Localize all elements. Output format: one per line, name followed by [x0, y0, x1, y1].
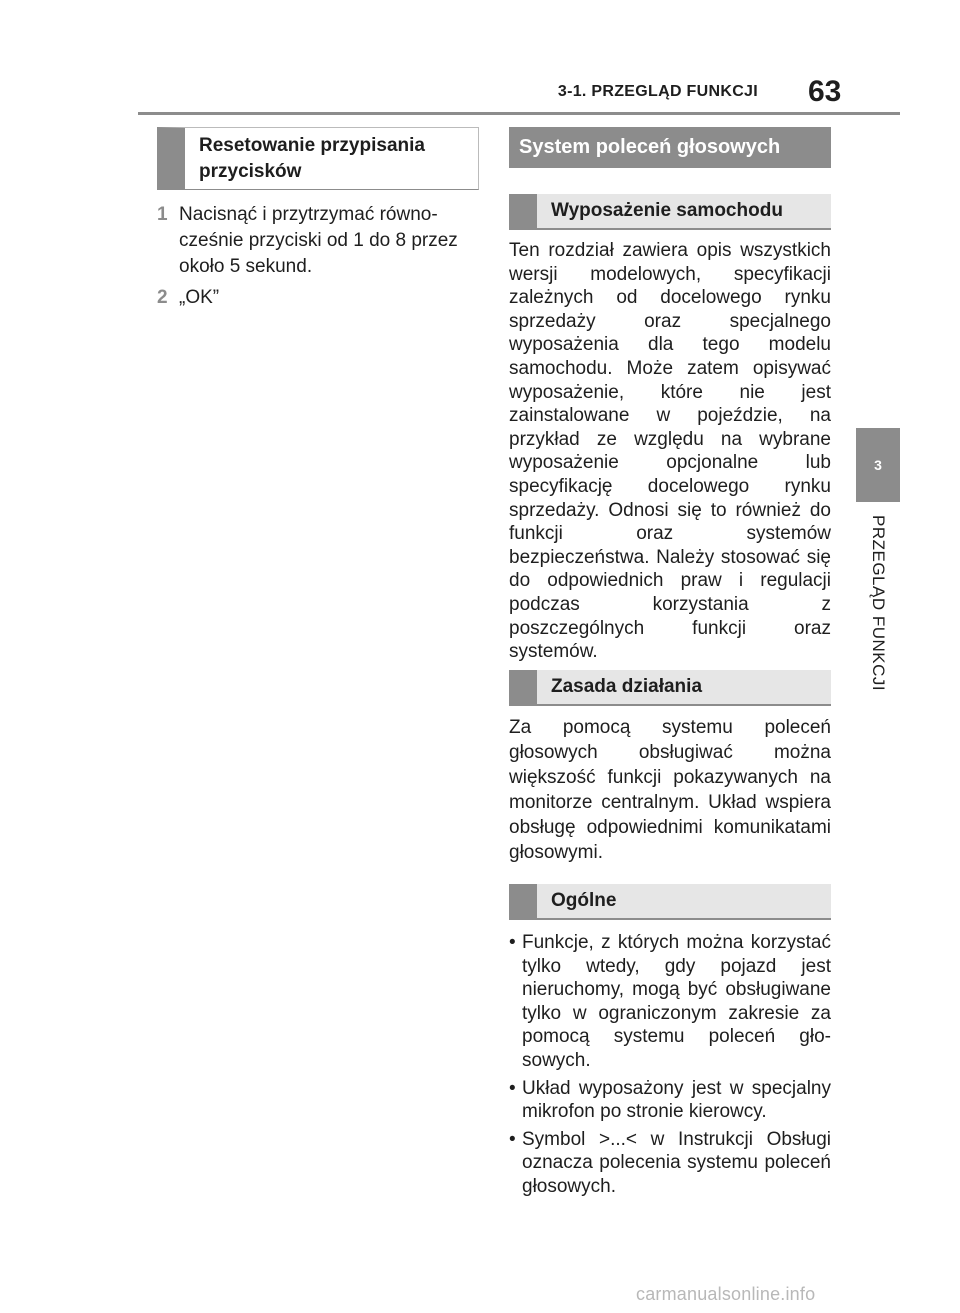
step-text: Nacisnąć i przytrzymać równocześnie przyciski od 1 do 8 przez około 5 sekund.	[179, 204, 458, 277]
watermark: carmanualsonline.info	[636, 1284, 816, 1304]
paragraph-vehicle-equipment: Ten rozdział zawiera opis wszystkich wersji modelowych, specyfikacji zależnych od docelowego rynku sprzedaży oraz specjalnego wyposażenia dla tego modelu samochodu. Może zatem opisywać wyposażenie, które nie jest zainstalowane w pojeździe, na przykład ze względu na wybrane wyposażenie opcjonalne lub specyfikację docelowego rynku sprzedaży. Odnosi się to również do funkcji oraz systemów bezpieczeństwa. Należy stosować się do odpowiednich praw i regulacji podczas korzystania z poszczególnych funkcji oraz systemów.	[509, 240, 831, 663]
list-item: • Symbol >...< w Instrukcji Obsługi oznacza polecenia systemu poleceń głosowych.	[509, 1128, 831, 1199]
heading-general	[509, 884, 831, 920]
running-header-section: 3-1. PRZEGLĄD FUNKCJI	[557, 83, 758, 100]
header-divider	[138, 112, 900, 115]
step-number: 1	[157, 204, 168, 225]
step-2	[157, 285, 477, 311]
general-notes-list	[509, 931, 831, 1203]
step-number: 2	[157, 287, 168, 308]
step-text: „OK”	[179, 287, 220, 308]
section-title-text: System poleceń głosowych	[519, 136, 781, 158]
paragraph-operating-principle: Za pomocą systemu poleceń głosowych obsługiwać można większość funkcji pokazywanych na monitorze centralnym. Układ wspiera obsługę odpowiednimi komunikatami głosowymi.	[509, 717, 831, 863]
list-item: • Funkcje, z których można korzystać tylko wtedy, gdy pojazd jest nieruchomy, mogą być obsługiwane tylko w ograniczonym zakresie za pomocą systemu poleceń głosowych.	[509, 931, 831, 1073]
heading-text: Resetowanie przypisania przycisków	[199, 134, 425, 182]
chapter-tab	[856, 428, 900, 502]
heading-operating-principle	[509, 670, 831, 706]
section-title-voice-command-system	[509, 127, 831, 168]
chapter-number: 3	[874, 457, 882, 473]
heading-vehicle-equipment	[509, 194, 831, 230]
list-item: • Układ wyposażony jest w specjalny mikrofon po stronie kierowcy.	[509, 1077, 831, 1124]
heading-text: Ogólne	[551, 890, 617, 911]
page-number: 63	[808, 75, 842, 108]
heading-reset-button-assignment	[157, 127, 479, 190]
step-1	[157, 202, 477, 280]
heading-text: Wyposażenie samochodu	[551, 200, 783, 221]
chapter-side-title: PRZEGLĄD FUNKCJI	[869, 515, 888, 692]
heading-text: Zasada działania	[551, 676, 703, 697]
